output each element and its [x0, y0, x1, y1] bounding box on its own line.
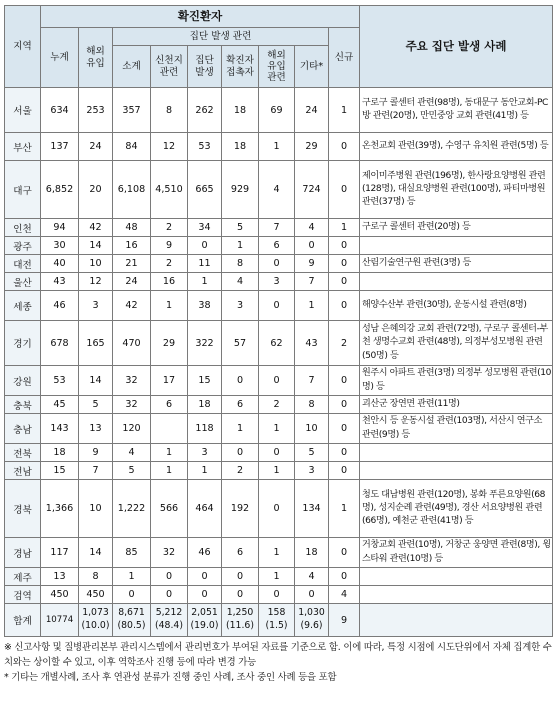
subtotal-cell: 24	[113, 273, 151, 291]
contact-cell: 4	[222, 273, 259, 291]
overseas-cell: 7	[79, 462, 113, 480]
shincheonji-cell: 1	[151, 291, 188, 321]
overseas-cell: 450	[79, 586, 113, 604]
overseas-related-cell: 0	[259, 444, 295, 462]
total-cell: 137	[41, 133, 79, 161]
region-cell: 경북	[5, 480, 41, 538]
overseas-related-cell: 62	[259, 321, 295, 366]
subtotal-cell: 84	[113, 133, 151, 161]
total-cell: 46	[41, 291, 79, 321]
overseas-related-cell: 0	[259, 255, 295, 273]
notes-cell: 해양수산부 관련(30명), 운동시설 관련(8명)	[360, 291, 553, 321]
etc-cell: 29	[295, 133, 329, 161]
overseas-related-cell: 7	[259, 219, 295, 237]
overseas-related-cell: 2	[259, 396, 295, 414]
region-cell: 검역	[5, 586, 41, 604]
table-row	[5, 321, 553, 366]
subtotal-cell: 4	[113, 444, 151, 462]
new-cell: 0	[329, 273, 360, 291]
etc-cell: 0	[295, 237, 329, 255]
contact-cell: 0	[222, 586, 259, 604]
group-cell: 46	[188, 538, 222, 568]
contact-cell: 57	[222, 321, 259, 366]
region-cell: 부산	[5, 133, 41, 161]
etc-cell: 18	[295, 538, 329, 568]
overseas-cell: 3	[79, 291, 113, 321]
header-total: 누계	[41, 28, 79, 88]
contact-cell: 3	[222, 291, 259, 321]
table-row	[5, 538, 553, 568]
shincheonji-cell: 0	[151, 568, 188, 586]
new-cell: 0	[329, 237, 360, 255]
subtotal-cell: 21	[113, 255, 151, 273]
contact-cell: 8	[222, 255, 259, 273]
header-new: 신규	[329, 28, 360, 88]
table-row	[5, 219, 553, 237]
etc-cell: 3	[295, 462, 329, 480]
region-cell: 경기	[5, 321, 41, 366]
region-cell: 경남	[5, 538, 41, 568]
header-shincheonji: 신천지 관련	[151, 46, 188, 88]
shincheonji-cell: 2	[151, 255, 188, 273]
etc-cell: 0	[295, 586, 329, 604]
group-cell: 262	[188, 88, 222, 133]
subtotal-cell: 120	[113, 414, 151, 444]
region-cell: 대전	[5, 255, 41, 273]
table-row	[5, 396, 553, 414]
group-cell: 34	[188, 219, 222, 237]
overseas-cell: 13	[79, 414, 113, 444]
total-overseas-related-cell: 158 (1.5)	[259, 604, 295, 637]
etc-cell: 10	[295, 414, 329, 444]
total-cell: 94	[41, 219, 79, 237]
shincheonji-cell: 17	[151, 366, 188, 396]
etc-cell: 7	[295, 273, 329, 291]
contact-cell: 5	[222, 219, 259, 237]
new-cell: 0	[329, 366, 360, 396]
shincheonji-cell: 1	[151, 462, 188, 480]
region-cell: 광주	[5, 237, 41, 255]
table-row	[5, 366, 553, 396]
shincheonji-cell: 0	[151, 586, 188, 604]
new-cell: 1	[329, 88, 360, 133]
table-row	[5, 255, 553, 273]
subtotal-cell: 16	[113, 237, 151, 255]
total-subtotal-cell: 8,671 (80.5)	[113, 604, 151, 637]
new-cell: 1	[329, 219, 360, 237]
total-cell: 117	[41, 538, 79, 568]
overseas-cell: 12	[79, 273, 113, 291]
notes-cell: 온천교회 관련(39명), 수영구 유치원 관련(5명) 등	[360, 133, 553, 161]
overseas-related-cell: 0	[259, 480, 295, 538]
new-cell: 0	[329, 255, 360, 273]
subtotal-cell: 1,222	[113, 480, 151, 538]
group-cell: 118	[188, 414, 222, 444]
subtotal-cell: 32	[113, 366, 151, 396]
footnote-basis: ※ 신고사항 및 질병관리본부 관리시스템에서 관리번호가 부여된 자료를 기준으로 함. 이에 따라, 특정 시점에 시도단위에서 자체 집계한 수치와는 상이할 수 있고, 이후 역학조사 진행 등에 따라 변경 가능	[4, 642, 552, 669]
subtotal-cell: 1	[113, 568, 151, 586]
contact-cell: 192	[222, 480, 259, 538]
region-cell: 전남	[5, 462, 41, 480]
header-region: 지역	[5, 6, 41, 88]
table-row	[5, 133, 553, 161]
shincheonji-cell: 8	[151, 88, 188, 133]
shincheonji-cell: 6	[151, 396, 188, 414]
notes-cell: 원주시 아파트 관련(3명) 의정부 성모병원 관련(10명) 등	[360, 366, 553, 396]
notes-cell	[360, 586, 553, 604]
total-cell: 53	[41, 366, 79, 396]
notes-cell	[360, 273, 553, 291]
region-cell: 세종	[5, 291, 41, 321]
total-cell: 43	[41, 273, 79, 291]
group-cell: 38	[188, 291, 222, 321]
shincheonji-cell: 16	[151, 273, 188, 291]
table-row	[5, 161, 553, 219]
new-cell: 0	[329, 291, 360, 321]
footnotes	[4, 640, 552, 685]
overseas-related-cell: 1	[259, 462, 295, 480]
group-cell: 53	[188, 133, 222, 161]
overseas-related-cell: 0	[259, 291, 295, 321]
group-cell: 0	[188, 568, 222, 586]
table-row	[5, 480, 553, 538]
notes-cell: 성남 은혜의강 교회 관련(72명), 구로구 콜센터-부천 생명수교회 관련(48명), 의정부성모병원 관련(50명) 등	[360, 321, 553, 366]
group-cell: 1	[188, 462, 222, 480]
new-cell: 1	[329, 480, 360, 538]
notes-cell: 청도 대남병원 관련(120명), 봉화 푸른요양원(68명), 성지순례 관련(49명), 경산 서요양병원 관련(66명), 예천군 관련(41명) 등	[360, 480, 553, 538]
new-cell: 0	[329, 161, 360, 219]
header-confirmed: 확진환자	[41, 6, 360, 28]
subtotal-cell: 42	[113, 291, 151, 321]
notes-cell: 산림기술연구원 관련(3명) 등	[360, 255, 553, 273]
overseas-cell: 8	[79, 568, 113, 586]
group-cell: 0	[188, 586, 222, 604]
overseas-related-cell: 0	[259, 586, 295, 604]
total-cell: 18	[41, 444, 79, 462]
new-cell: 0	[329, 414, 360, 444]
total-overseas-cell: 1,073 (10.0)	[79, 604, 113, 637]
etc-cell: 5	[295, 444, 329, 462]
footnote-etc: * 기타는 개별사례, 조사 후 연관성 분류가 진행 중인 사례, 조사 중인 사례 등을 포함	[4, 672, 337, 684]
etc-cell: 4	[295, 568, 329, 586]
total-cell: 15	[41, 462, 79, 480]
notes-cell: 구로구 콜센터 관련(98명), 동대문구 동안교회-PC방 관련(20명), 만민중앙 교회 관련(41명) 등	[360, 88, 553, 133]
shincheonji-cell: 29	[151, 321, 188, 366]
notes-cell: 구로구 콜센터 관련(20명) 등	[360, 219, 553, 237]
header-subtotal: 소계	[113, 46, 151, 88]
new-cell: 4	[329, 586, 360, 604]
region-cell: 강원	[5, 366, 41, 396]
contact-cell: 1	[222, 414, 259, 444]
subtotal-cell: 5	[113, 462, 151, 480]
shincheonji-cell: 32	[151, 538, 188, 568]
overseas-related-cell: 4	[259, 161, 295, 219]
region-cell: 대구	[5, 161, 41, 219]
overseas-related-cell: 69	[259, 88, 295, 133]
overseas-cell: 165	[79, 321, 113, 366]
region-cell: 충북	[5, 396, 41, 414]
contact-cell: 0	[222, 568, 259, 586]
total-group-cell: 2,051 (19.0)	[188, 604, 222, 637]
total-region-cell: 합계	[5, 604, 41, 637]
notes-cell: 천안시 등 운동시설 관련(103명), 서산시 연구소 관련(9명) 등	[360, 414, 553, 444]
shincheonji-cell: 4,510	[151, 161, 188, 219]
total-cell: 1,366	[41, 480, 79, 538]
contact-cell: 18	[222, 133, 259, 161]
subtotal-cell: 0	[113, 586, 151, 604]
notes-cell	[360, 462, 553, 480]
table-row	[5, 291, 553, 321]
group-cell: 18	[188, 396, 222, 414]
etc-cell: 134	[295, 480, 329, 538]
group-cell: 464	[188, 480, 222, 538]
shincheonji-cell: 12	[151, 133, 188, 161]
overseas-cell: 14	[79, 237, 113, 255]
subtotal-cell: 85	[113, 538, 151, 568]
total-new-cell: 9	[329, 604, 360, 637]
table-row	[5, 462, 553, 480]
total-cell: 678	[41, 321, 79, 366]
new-cell: 0	[329, 396, 360, 414]
total-shincheonji-cell: 5,212 (48.4)	[151, 604, 188, 637]
header-overseas-related: 해외 유입 관련	[259, 46, 295, 88]
overseas-related-cell: 1	[259, 133, 295, 161]
total-row	[5, 604, 553, 637]
header-cluster: 집단 발생 관련	[113, 28, 329, 46]
header-group: 집단 발생	[188, 46, 222, 88]
overseas-related-cell: 1	[259, 568, 295, 586]
group-cell: 0	[188, 237, 222, 255]
region-cell: 울산	[5, 273, 41, 291]
table-row	[5, 586, 553, 604]
header-notes: 주요 집단 발생 사례	[360, 6, 553, 88]
group-cell: 3	[188, 444, 222, 462]
table-row	[5, 444, 553, 462]
shincheonji-cell: 9	[151, 237, 188, 255]
contact-cell: 2	[222, 462, 259, 480]
overseas-related-cell: 3	[259, 273, 295, 291]
new-cell: 2	[329, 321, 360, 366]
group-cell: 322	[188, 321, 222, 366]
overseas-cell: 20	[79, 161, 113, 219]
table-row	[5, 414, 553, 444]
notes-cell	[360, 237, 553, 255]
header-contact: 확진자 접촉자	[222, 46, 259, 88]
subtotal-cell: 357	[113, 88, 151, 133]
region-cell: 제주	[5, 568, 41, 586]
notes-cell: 괴산군 장연면 관련(11명)	[360, 396, 553, 414]
new-cell: 0	[329, 538, 360, 568]
total-note-cell	[360, 604, 553, 637]
contact-cell: 6	[222, 538, 259, 568]
overseas-related-cell: 1	[259, 414, 295, 444]
etc-cell: 24	[295, 88, 329, 133]
region-cell: 전북	[5, 444, 41, 462]
etc-cell: 43	[295, 321, 329, 366]
shincheonji-cell: 566	[151, 480, 188, 538]
etc-cell: 8	[295, 396, 329, 414]
confirmed-cases-table	[4, 5, 553, 637]
region-cell: 인천	[5, 219, 41, 237]
shincheonji-cell	[151, 414, 188, 444]
group-cell: 11	[188, 255, 222, 273]
new-cell: 0	[329, 462, 360, 480]
subtotal-cell: 48	[113, 219, 151, 237]
subtotal-cell: 6,108	[113, 161, 151, 219]
total-cell: 45	[41, 396, 79, 414]
subtotal-cell: 470	[113, 321, 151, 366]
new-cell: 0	[329, 568, 360, 586]
notes-cell: 거창교회 관련(10명), 거창군 웅양면 관련(8명), 윙스타워 관련(10명) 등	[360, 538, 553, 568]
contact-cell: 6	[222, 396, 259, 414]
overseas-cell: 10	[79, 480, 113, 538]
contact-cell: 0	[222, 366, 259, 396]
contact-cell: 18	[222, 88, 259, 133]
table-row	[5, 273, 553, 291]
total-etc-cell: 1,030 (9.6)	[295, 604, 329, 637]
region-cell: 서울	[5, 88, 41, 133]
total-cell: 30	[41, 237, 79, 255]
region-cell: 충남	[5, 414, 41, 444]
notes-cell	[360, 568, 553, 586]
etc-cell: 9	[295, 255, 329, 273]
table-row	[5, 88, 553, 133]
etc-cell: 7	[295, 366, 329, 396]
new-cell: 0	[329, 444, 360, 462]
overseas-cell: 10	[79, 255, 113, 273]
subtotal-cell: 32	[113, 396, 151, 414]
contact-cell: 0	[222, 444, 259, 462]
contact-cell: 929	[222, 161, 259, 219]
overseas-related-cell: 0	[259, 366, 295, 396]
shincheonji-cell: 2	[151, 219, 188, 237]
table-row	[5, 237, 553, 255]
notes-cell: 제이미주병원 관련(196명), 한사랑요양병원 관련(128명), 대실요양병원 관련(100명), 파티마병원 관련(37명) 등	[360, 161, 553, 219]
total-cell: 13	[41, 568, 79, 586]
header-overseas: 해외 유입	[79, 28, 113, 88]
overseas-cell: 9	[79, 444, 113, 462]
total-cell: 143	[41, 414, 79, 444]
overseas-cell: 14	[79, 538, 113, 568]
group-cell: 15	[188, 366, 222, 396]
overseas-cell: 42	[79, 219, 113, 237]
overseas-cell: 5	[79, 396, 113, 414]
etc-cell: 4	[295, 219, 329, 237]
etc-cell: 724	[295, 161, 329, 219]
total-cell: 450	[41, 586, 79, 604]
contact-cell: 1	[222, 237, 259, 255]
shincheonji-cell: 1	[151, 444, 188, 462]
overseas-cell: 14	[79, 366, 113, 396]
overseas-cell: 24	[79, 133, 113, 161]
overseas-cell: 253	[79, 88, 113, 133]
overseas-related-cell: 6	[259, 237, 295, 255]
group-cell: 1	[188, 273, 222, 291]
total-cell: 6,852	[41, 161, 79, 219]
covid-status-document	[4, 5, 552, 685]
total-contact-cell: 1,250 (11.6)	[222, 604, 259, 637]
header-etc: 기타*	[295, 46, 329, 88]
table-row	[5, 568, 553, 586]
total-total-cell: 10774	[41, 604, 79, 637]
overseas-related-cell: 1	[259, 538, 295, 568]
etc-cell: 1	[295, 291, 329, 321]
notes-cell	[360, 444, 553, 462]
group-cell: 665	[188, 161, 222, 219]
new-cell: 0	[329, 133, 360, 161]
total-cell: 634	[41, 88, 79, 133]
table-body	[5, 88, 553, 637]
total-cell: 40	[41, 255, 79, 273]
